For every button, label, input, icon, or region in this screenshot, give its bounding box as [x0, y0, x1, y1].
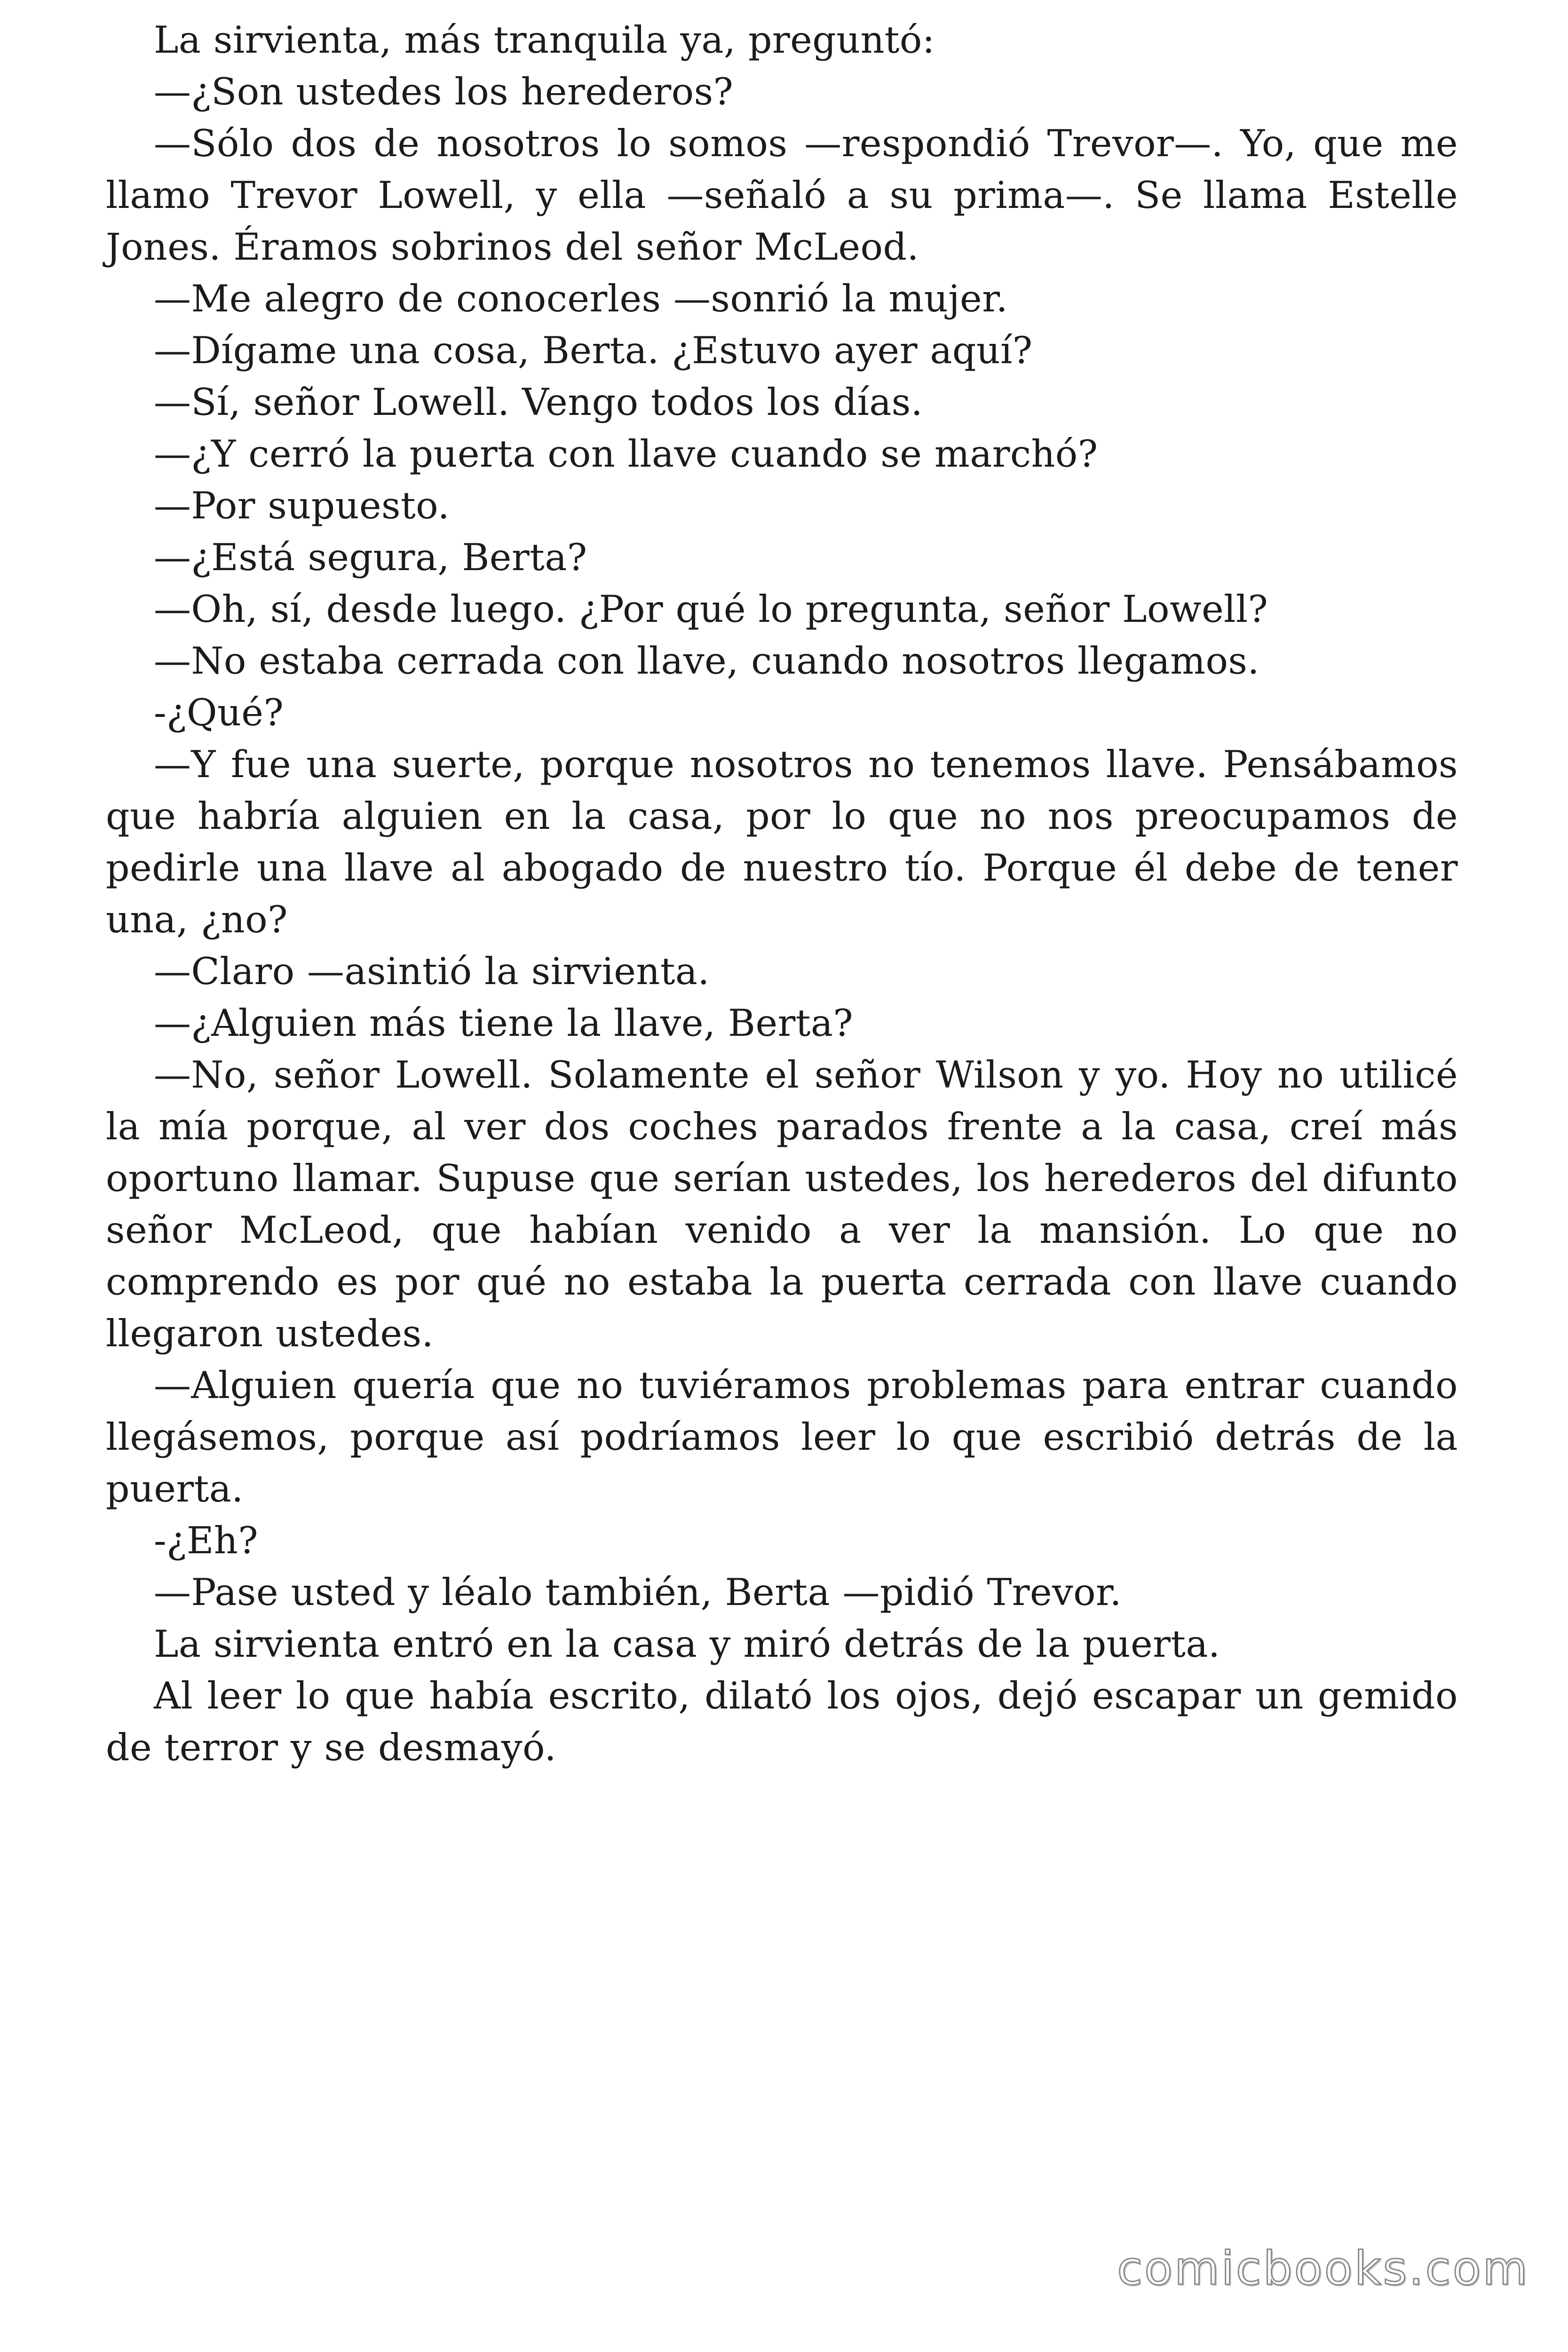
paragraph-12: -¿Qué? — [154, 691, 284, 734]
paragraph-10: —Oh, sí, desde luego. ¿Por qué lo pregunta, señor Lowell? — [154, 588, 1268, 631]
paragraph-14: —Claro —asintió la sirvienta. — [154, 950, 710, 993]
paragraph-21: Al leer lo que había escrito, dilató los ojos, dejó escapar un gemido de terror y se desmayó. — [106, 1674, 1458, 1769]
paragraph-13: —Y fue una suerte, porque nosotros no tenemos llave. Pensábamos que habría alguien en la casa, por lo que no nos preocupamos de pedirle una llave al abogado de nuestro tío. Porque él debe de tener una, ¿no? — [106, 743, 1458, 941]
paragraph-20: La sirvienta entró en la casa y miró detrás de la puerta. — [154, 1622, 1220, 1666]
text-column — [106, 14, 1458, 1773]
paragraph-2: —¿Son ustedes los herederos? — [154, 70, 734, 113]
paragraph-5: —Dígame una cosa, Berta. ¿Estuvo ayer aquí? — [154, 329, 1033, 372]
paragraph-8: —Por supuesto. — [154, 484, 450, 527]
paragraph-7: —¿Y cerró la puerta con llave cuando se marchó? — [154, 432, 1098, 476]
paragraph-6: —Sí, señor Lowell. Vengo todos los días. — [154, 381, 923, 424]
paragraph-4: —Me alegro de conocerles —sonrió la mujer. — [154, 277, 1008, 320]
paragraph-11: —No estaba cerrada con llave, cuando nosotros llegamos. — [154, 639, 1259, 683]
paragraph-17: —Alguien quería que no tuviéramos problemas para entrar cuando llegásemos, porque así podríamos leer lo que escribió detrás de la puerta. — [106, 1364, 1458, 1510]
paragraph-19: —Pase usted y léalo también, Berta —pidió Trevor. — [154, 1571, 1122, 1614]
paragraph-18: -¿Eh? — [154, 1519, 258, 1562]
paragraph-9: —¿Está segura, Berta? — [154, 536, 587, 579]
watermark-logo: comicbooks.com — [1117, 2242, 1529, 2296]
paragraph-16: —No, señor Lowell. Solamente el señor Wilson y yo. Hoy no utilicé la mía porque, al ver dos coches parados frente a la casa, creí más oportuno llamar. Supuse que serían ustedes, los herederos del difunto señor McLeod, que habían venido a ver la mansión. Lo que no comprendo es por qué no estaba la puerta cerrada con llave cuando llegaron ustedes. — [106, 1053, 1458, 1355]
paragraph-3: —Sólo dos de nosotros lo somos —respondió Trevor—. Yo, que me llamo Trevor Lowell, y ella —señaló a su prima—. Se llama Estelle Jones. Éramos sobrinos del señor McLeod. — [106, 122, 1458, 269]
paragraph-15: —¿Alguien más tiene la llave, Berta? — [154, 1001, 854, 1045]
paragraph-1: La sirvienta, más tranquila ya, preguntó: — [154, 18, 935, 62]
